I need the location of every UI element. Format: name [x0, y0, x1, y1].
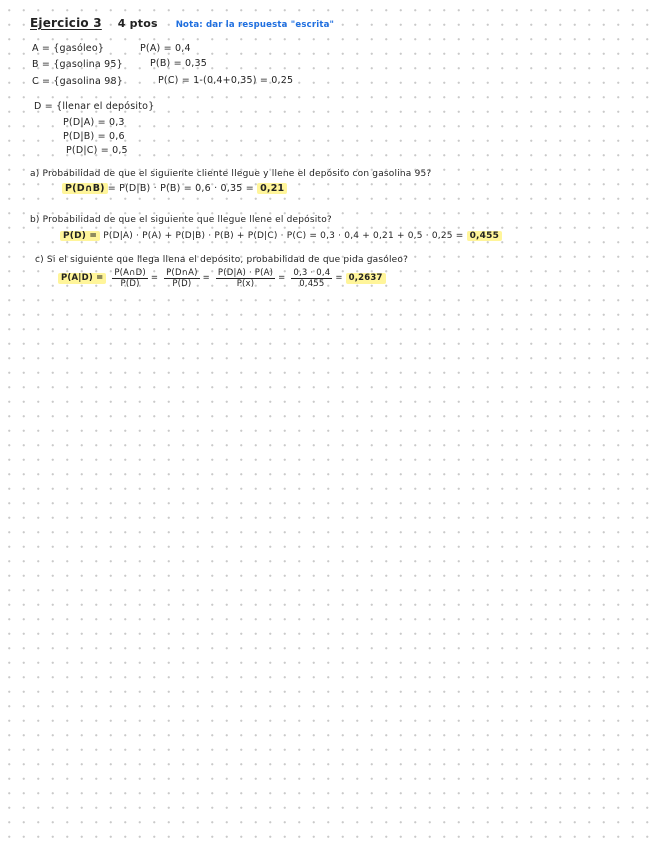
- fraction-3-denominator: P(x): [236, 279, 255, 289]
- def-d: D = {llenar el depósito}: [34, 101, 155, 112]
- exercise-note: Nota: dar la respuesta "escrita": [175, 20, 335, 30]
- equals-sign: =: [278, 273, 286, 283]
- part-b-work: P(D|A) · P(A) + P(D|B) · P(B) + P(D|C) · P(C) = 0,3 · 0,4 + 0,21 + 0,5 · 0,25 =: [100, 231, 467, 241]
- part-b-lhs: P(D) =: [60, 231, 100, 241]
- part-c-question: c) Si el siguiente que llega llena el depósito, probabilidad de que pida gasóleo?: [35, 255, 409, 265]
- fraction-4: [291, 268, 332, 289]
- equals-sign: =: [150, 273, 159, 283]
- fraction-2-numerator: P(D∩A): [166, 268, 198, 278]
- fraction-1: [112, 268, 148, 289]
- prob-a: P(A) = 0,4: [140, 43, 191, 54]
- fraction-1-numerator: P(A∩D): [114, 268, 146, 278]
- prob-b: P(B) = 0,35: [150, 58, 208, 69]
- def-c: C = {gasolina 98}: [32, 76, 123, 87]
- prob-d-given-c: P(D|C) = 0,5: [66, 145, 128, 156]
- def-a: [32, 43, 104, 55]
- def-b: B = {gasolina 95}: [32, 59, 123, 70]
- part-b-answer: [60, 230, 502, 242]
- part-b-question: b) Probabilidad de que el siguiente que llegue llene el depósito?: [30, 215, 332, 225]
- part-a-answer: [62, 183, 287, 195]
- part-c-result: 0,2637: [346, 273, 386, 284]
- part-a-lhs: P(D∩B): [62, 183, 108, 194]
- equals-sign: =: [335, 273, 343, 283]
- exercise-points: 4 ptos: [117, 17, 158, 30]
- equals-sign: =: [202, 273, 210, 283]
- prob-d-given-b: P(D|B) = 0,6: [63, 131, 125, 142]
- part-a-result: 0,21: [257, 183, 287, 194]
- part-b-result: 0,455: [467, 231, 502, 241]
- prob-d-given-a: P(D|A) = 0,3: [63, 117, 125, 128]
- fraction-2-denominator: P(D): [172, 279, 192, 289]
- part-c-answer: [58, 268, 386, 289]
- exercise-title: Ejercicio 3: [30, 16, 102, 30]
- part-c-lhs: P(A|D) =: [58, 273, 106, 284]
- def-a-event: A = {gasóleo}: [32, 43, 105, 54]
- fraction-4-numerator: 0,3 · 0,4: [293, 268, 331, 278]
- exercise-header: [30, 17, 334, 31]
- fraction-3-numerator: P(D|A) · P(A): [217, 268, 274, 278]
- part-a-work: = P(D|B) · P(B) = 0,6 · 0,35 =: [107, 183, 258, 194]
- part-a-question: a) Probabilidad de que el siguiente cliente llegue y llene el depósito con gasolina 95?: [30, 169, 432, 179]
- prob-c: P(C) = 1-(0,4+0,35) = 0,25: [158, 75, 294, 86]
- fraction-4-denominator: 0,455: [299, 279, 325, 289]
- fraction-3: [216, 268, 275, 289]
- fraction-1-denominator: P(D): [120, 279, 140, 289]
- fraction-2: [164, 268, 200, 289]
